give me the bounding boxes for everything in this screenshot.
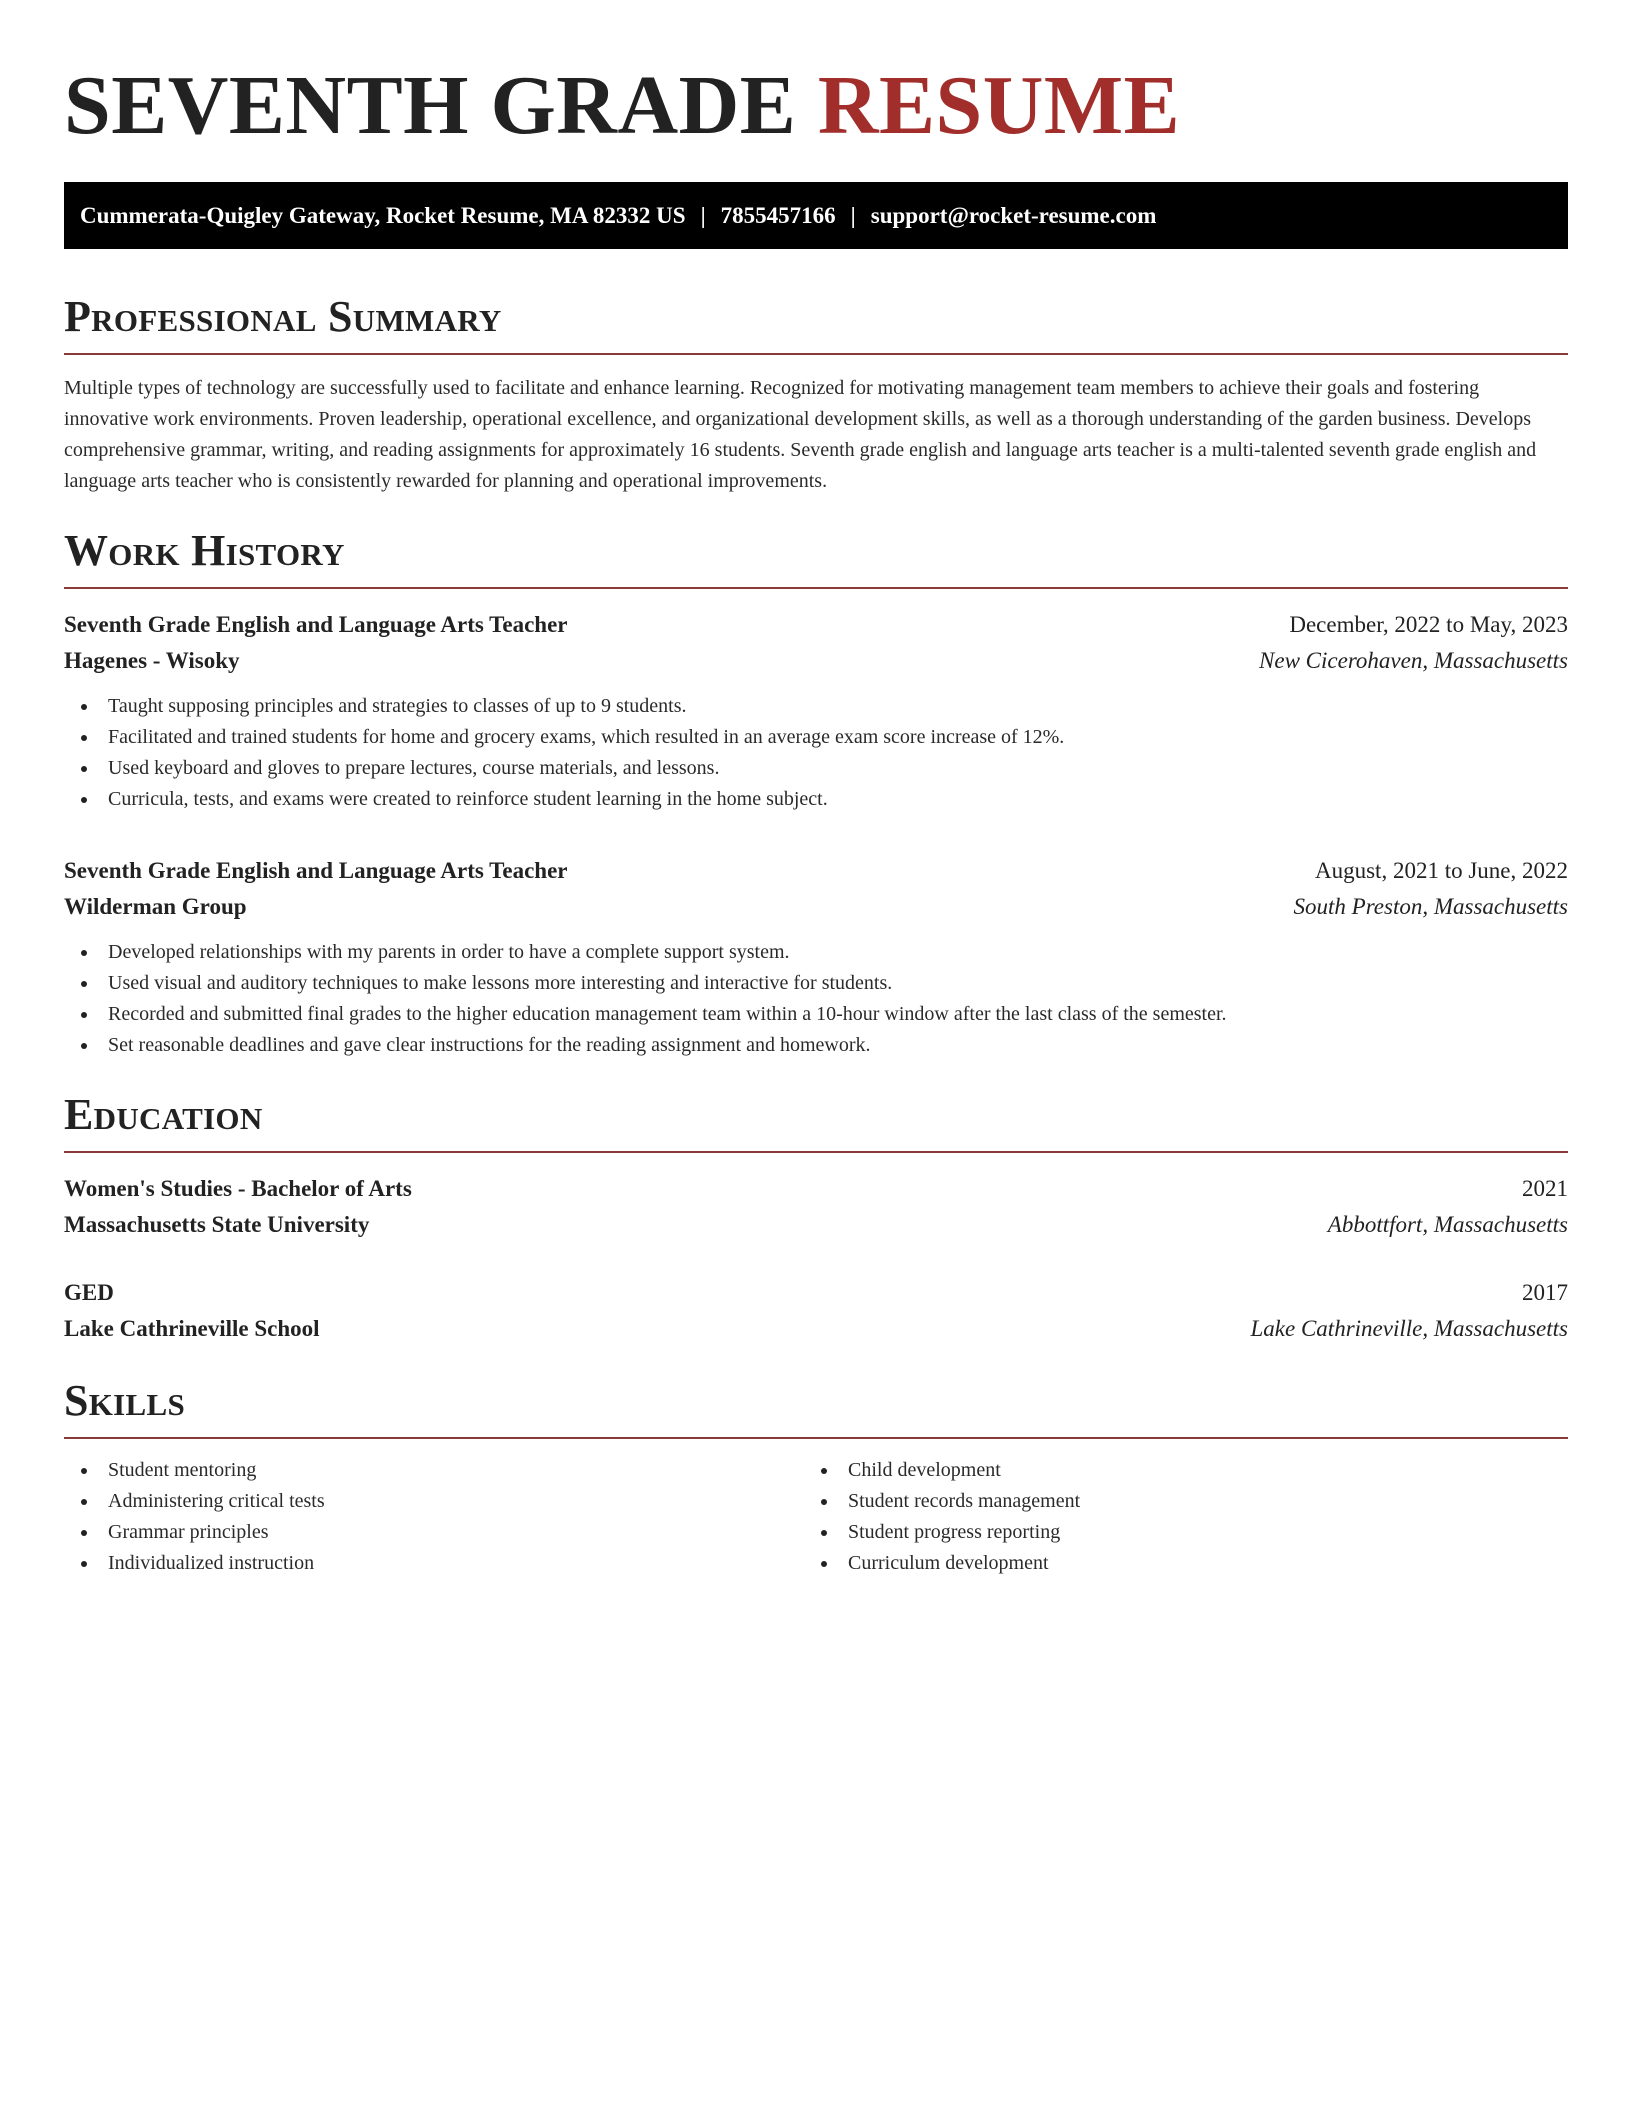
job-entry: [64, 853, 1568, 1061]
skill-item: Student mentoring: [64, 1455, 804, 1486]
skills-column-left: [64, 1455, 804, 1579]
title-main: SEVENTH GRADE: [64, 59, 797, 152]
education-section: [64, 1090, 1568, 1347]
section-divider: [64, 587, 1568, 589]
skill-item: Grammar principles: [64, 1517, 804, 1548]
education-degree: Women's Studies - Bachelor of Arts: [64, 1176, 412, 1201]
job-entry: [64, 607, 1568, 815]
education-year: 2021: [1522, 1176, 1568, 1201]
job-bullet: Curricula, tests, and exams were created to reinforce student learning in the home subject.: [64, 784, 1568, 815]
job-title: Seventh Grade English and Language Arts Teacher: [64, 612, 568, 637]
summary-text: Multiple types of technology are successfully used to facilitate and enhance learning. Recognized for motivating management team members to achieve their goals and fostering innovative work environments. Proven leadership, operational excellence, and organizational development skills, as well as a thorough understanding of the garden business. Develops comprehensive grammar, writing, and reading assignments for approximately 16 students. Seventh grade english and language arts teacher is a multi-talented seventh grade english and language arts teacher who is consistently rewarded for planning and operational improvements.: [64, 377, 1537, 492]
work-history-section: [64, 526, 1568, 1061]
job-location: New Cicerohaven, Massachusetts: [1259, 648, 1568, 673]
education-school: Massachusetts State University: [64, 1212, 370, 1237]
education-degree: GED: [64, 1280, 114, 1305]
skills-column-right: [804, 1455, 1544, 1579]
job-bullet: Facilitated and trained students for home and grocery exams, which resulted in an average exam score increase of 12%.: [64, 722, 1568, 753]
job-bullet: Taught supposing principles and strategies to classes of up to 9 students.: [64, 691, 1568, 722]
contact-email: support@rocket-resume.com: [870, 202, 1157, 228]
job-title: Seventh Grade English and Language Arts Teacher: [64, 858, 568, 883]
education-location: Abbottfort, Massachusetts: [1327, 1212, 1568, 1237]
education-entry: [64, 1275, 1568, 1347]
summary-section: [64, 292, 1568, 497]
education-school: Lake Cathrineville School: [64, 1316, 320, 1341]
job-bullet: Used visual and auditory techniques to make lessons more interesting and interactive for students.: [64, 968, 1568, 999]
job-company: Wilderman Group: [64, 894, 247, 919]
job-location: South Preston, Massachusetts: [1293, 894, 1568, 919]
skill-item: Curriculum development: [804, 1548, 1544, 1579]
job-bullet: Developed relationships with my parents in order to have a complete support system.: [64, 937, 1568, 968]
section-divider: [64, 1437, 1568, 1439]
contact-bar: [64, 182, 1568, 249]
job-dates: August, 2021 to June, 2022: [1315, 858, 1568, 883]
contact-separator: |: [700, 202, 706, 228]
work-history-heading: Work History: [64, 526, 345, 575]
job-bullets: [64, 937, 1568, 1061]
skill-item: Student records management: [804, 1486, 1544, 1517]
skills-grid: [64, 1455, 1568, 1579]
skills-section: [64, 1376, 1568, 1579]
skills-heading: Skills: [64, 1376, 186, 1425]
skill-item: Individualized instruction: [64, 1548, 804, 1579]
skill-item: Child development: [804, 1455, 1544, 1486]
education-year: 2017: [1522, 1280, 1568, 1305]
job-company: Hagenes - Wisoky: [64, 648, 240, 673]
contact-address: Cummerata-Quigley Gateway, Rocket Resume, MA 82332 US: [80, 202, 686, 228]
job-bullet: Recorded and submitted final grades to the higher education management team within a 10-hour window after the last class of the semester.: [64, 999, 1568, 1030]
skill-item: Student progress reporting: [804, 1517, 1544, 1548]
job-bullets: [64, 691, 1568, 815]
job-bullet: Set reasonable deadlines and gave clear instructions for the reading assignment and homework.: [64, 1030, 1568, 1061]
section-divider: [64, 353, 1568, 355]
section-divider: [64, 1151, 1568, 1153]
education-entry: [64, 1171, 1568, 1243]
contact-separator: |: [850, 202, 856, 228]
resume-title: [64, 58, 1568, 152]
education-location: Lake Cathrineville, Massachusetts: [1250, 1316, 1568, 1341]
skill-item: Administering critical tests: [64, 1486, 804, 1517]
contact-phone: 7855457166: [720, 202, 836, 228]
job-bullet: Used keyboard and gloves to prepare lectures, course materials, and lessons.: [64, 753, 1568, 784]
title-accent: RESUME: [817, 59, 1181, 152]
summary-heading: Professional Summary: [64, 292, 502, 341]
education-heading: Education: [64, 1090, 263, 1139]
job-dates: December, 2022 to May, 2023: [1289, 612, 1568, 637]
